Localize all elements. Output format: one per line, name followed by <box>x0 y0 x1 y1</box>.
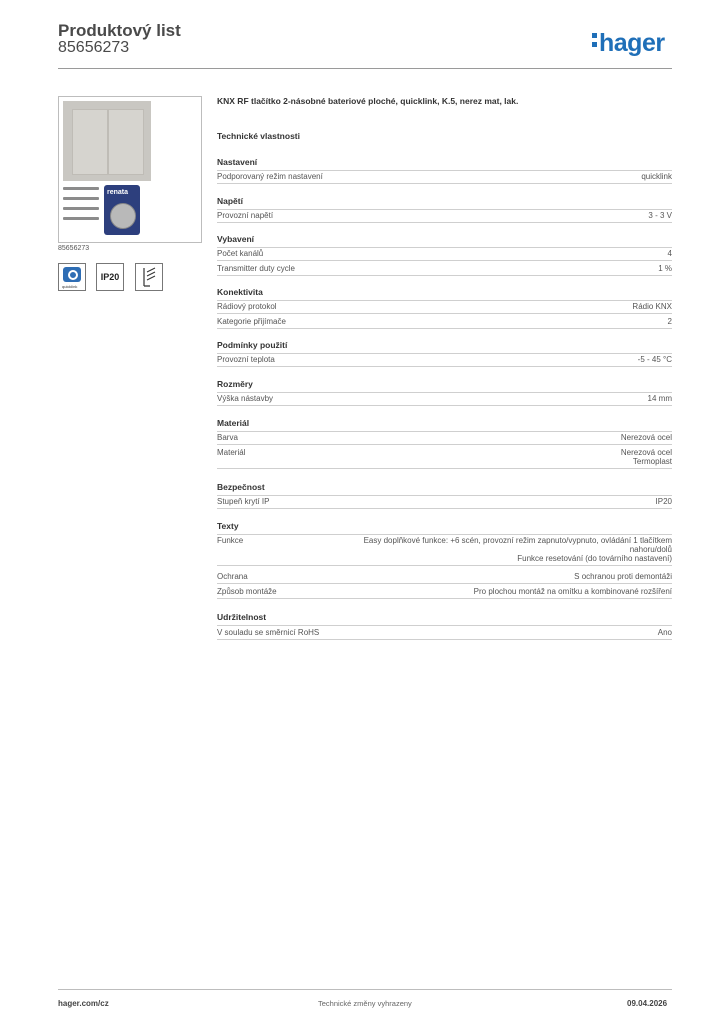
image-part-number: 85656273 <box>58 245 90 252</box>
spec-label: Funkce <box>217 536 244 545</box>
spec-row <box>217 172 672 184</box>
logo-text: hager <box>599 29 665 57</box>
section-heading: Bezpečnost <box>217 482 672 496</box>
spec-row <box>217 211 672 223</box>
spec-label: Provozní napětí <box>217 211 274 220</box>
header-divider <box>58 68 672 69</box>
spec-label: Ochrana <box>217 572 248 581</box>
spec-value: 2 <box>667 317 672 326</box>
spec-label: V souladu se směrnicí RoHS <box>217 628 320 637</box>
product-title: KNX RF tlačítko 2-násobné bateriové ploché, quicklink, K.5, nerez mat, lak. <box>217 96 519 106</box>
spec-value: -5 - 45 °C <box>637 355 672 364</box>
rocker-right <box>108 109 144 175</box>
spec-label: Způsob montáže <box>217 587 277 596</box>
spec-value-line: Termoplast <box>632 457 672 466</box>
section-heading: Konektivita <box>217 287 672 301</box>
spec-value: Nerezová ocel <box>620 433 672 442</box>
spec-row <box>217 572 672 584</box>
hager-logo <box>592 29 665 58</box>
quicklink-badge <box>58 263 86 291</box>
spec-value: 14 mm <box>647 394 672 403</box>
spec-row <box>217 448 672 469</box>
page-title: Produktový list <box>58 21 181 40</box>
spec-label: Materiál <box>217 448 246 457</box>
spec-value-line: Easy doplňkové funkce: +6 scén, provozní režim zapnuto/vypnuto, ovládání 1 tlačítkem nahoru/dolů <box>363 536 672 554</box>
spec-value: 3 - 3 V <box>648 211 672 220</box>
ip20-badge: IP20 <box>96 263 124 291</box>
spec-row <box>217 302 672 314</box>
spec-value <box>332 536 672 563</box>
spec-value: quicklink <box>641 172 672 181</box>
footer-divider <box>58 989 672 990</box>
spec-label: Výška nástavby <box>217 394 274 403</box>
battery-illustration <box>104 185 140 235</box>
spec-row <box>217 249 672 261</box>
footer-disclaimer: Technické změny vyhrazeny <box>318 999 412 1008</box>
switch-illustration <box>63 101 151 181</box>
spec-label: Barva <box>217 433 238 442</box>
mounting-icon <box>135 263 163 291</box>
section-heading: Napětí <box>217 196 672 210</box>
spec-value-line: Nerezová ocel <box>620 448 672 457</box>
spec-value: 1 % <box>658 264 672 273</box>
spec-row <box>217 394 672 406</box>
spec-label: Počet kanálů <box>217 249 264 258</box>
section-heading: Texty <box>217 521 672 535</box>
footer-website-link[interactable]: hager.com/cz <box>58 999 109 1008</box>
section-heading: Vybavení <box>217 234 672 248</box>
product-number: 85656273 <box>58 39 130 56</box>
spec-value: Rádio KNX <box>632 302 672 311</box>
product-image <box>58 96 202 243</box>
spec-value: Ano <box>657 628 672 637</box>
spec-value: S ochranou proti demontáži <box>574 572 672 581</box>
spec-row <box>217 317 672 329</box>
quicklink-label: quicklink <box>62 284 78 289</box>
spec-row <box>217 264 672 276</box>
logo-dots-icon <box>592 33 597 50</box>
spec-row <box>217 497 672 509</box>
rocker-left <box>72 109 108 175</box>
section-heading: Udržitelnost <box>217 612 672 626</box>
spec-row <box>217 433 672 445</box>
section-heading: Materiál <box>217 418 672 432</box>
spec-value: Pro plochou montáž na omítku a kombinované rozšíření <box>473 587 672 596</box>
footer-date: 09.04.2026 <box>627 999 668 1008</box>
spec-label: Transmitter duty cycle <box>217 264 295 273</box>
spec-value-line: Funkce resetování (do továrního nastavení) <box>517 554 672 563</box>
spec-label: Rádiový protokol <box>217 302 277 311</box>
spec-label: Stupeň krytí IP <box>217 497 270 506</box>
spec-label: Podporovaný režim nastavení <box>217 172 323 181</box>
section-heading: Podmínky použití <box>217 340 672 354</box>
spec-row <box>217 628 672 640</box>
spec-label: Provozní teplota <box>217 355 275 364</box>
quicklink-icon <box>63 267 81 282</box>
spec-value <box>621 448 672 466</box>
battery-brand: renata <box>107 189 129 196</box>
spec-row <box>217 536 672 566</box>
spec-row <box>217 355 672 367</box>
spec-value: 4 <box>667 249 672 258</box>
spec-row <box>217 587 672 599</box>
section-heading: Nastavení <box>217 157 672 171</box>
coin-cell-icon <box>110 203 136 229</box>
screws-illustration <box>63 187 99 227</box>
section-heading: Rozměry <box>217 379 672 393</box>
spec-label: Kategorie přijímače <box>217 317 286 326</box>
spec-value: IP20 <box>655 497 672 506</box>
spec-heading: Technické vlastnosti <box>217 131 300 141</box>
